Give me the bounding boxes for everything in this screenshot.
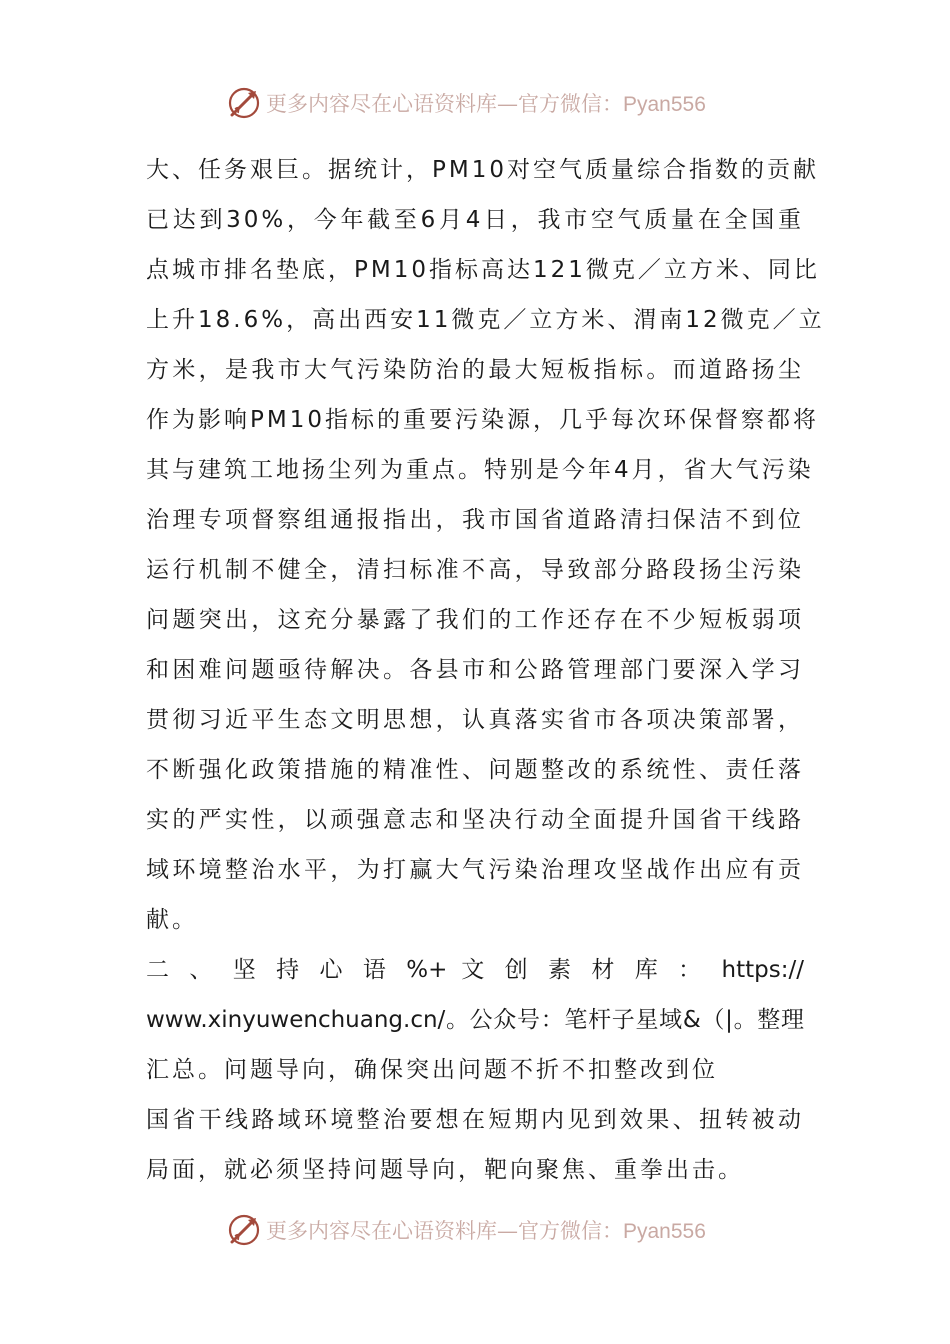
watermark-text (266, 1215, 706, 1245)
watermark-wechat-id: Pyan556 (623, 1220, 706, 1243)
watermark-text-cn: 更多内容尽在心语资料库—官方微信： (266, 92, 623, 116)
body-line: 问题突出，这充分暴露了我们的工作还存在不少短板弱项 (146, 607, 804, 633)
body-line: 其与建筑工地扬尘列为重点。特别是今年4月，省大气污染 (146, 457, 814, 483)
body-line: 方米，是我市大气污染防治的最大短板指标。而道路扬尘 (146, 357, 804, 383)
body-line: 点城市排名垫底，PM10指标高达121微克／立方米、同比 (146, 257, 820, 283)
watermark-text-cn: 更多内容尽在心语资料库—官方微信： (266, 1219, 623, 1243)
section-heading-last: 汇总。问题导向，确保突出问题不折不扣整改到位 (146, 1057, 718, 1083)
footer-watermark (0, 1210, 950, 1250)
body-line: 域环境整治水平，为打赢大气污染治理攻坚战作出应有贡 (146, 857, 804, 883)
body-line: 不断强化政策措施的精准性、问题整改的系统性、责任落 (146, 757, 804, 783)
body-line: 运行机制不健全，清扫标准不高，导致部分路段扬尘污染 (146, 557, 804, 583)
body-line-last: 献。 (146, 907, 198, 933)
body-line: 治理专项督察组通报指出，我市国省道路清扫保洁不到位 (146, 507, 804, 533)
watermark-wechat-id: Pyan556 (623, 93, 706, 116)
body-line: 大、任务艰巨。据统计，PM10对空气质量综合指数的贡献 (146, 157, 819, 183)
para2-line-last: 局面，就必须坚持问题导向，靶向聚焦、重拳出击。 (146, 1157, 744, 1183)
body-line: 作为影响PM10指标的重要污染源，几乎每次环保督察都将 (146, 407, 819, 433)
pen-logo-icon (226, 85, 262, 121)
watermark-row (226, 83, 706, 123)
body-line: 实的严实性，以顽强意志和坚决行动全面提升国省干线路 (146, 807, 804, 833)
watermark-text (266, 88, 706, 118)
body-line: 和困难问题亟待解决。各县市和公路管理部门要深入学习 (146, 657, 804, 683)
body-line: 已达到30%，今年截至6月4日，我市空气质量在全国重 (146, 207, 804, 233)
document-body (146, 145, 825, 1195)
section-heading-line: 二 、 坚 持 心 语 %+ 文 创 素 材 库 ： https:// (146, 957, 804, 983)
watermark-row (226, 1210, 706, 1250)
body-line: 贯彻习近平生态文明思想，认真落实省市各项决策部署， (146, 707, 804, 733)
para2-line: 国省干线路域环境整治要想在短期内见到效果、扭转被动 (146, 1107, 804, 1133)
header-watermark (0, 83, 950, 123)
pen-logo-icon (226, 1212, 262, 1248)
body-line: 上升18.6%，高出西安11微克／立方米、渭南12微克／立 (146, 307, 825, 333)
section-heading-line: www.xinyuwenchuang.cn/。公众号：笔杆子星域&（|。整理 (146, 1007, 804, 1033)
